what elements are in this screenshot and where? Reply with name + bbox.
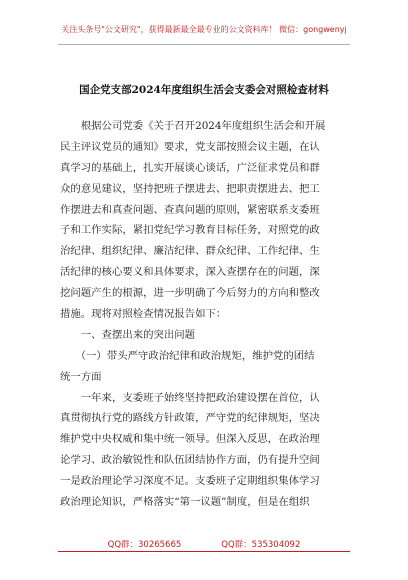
body-line: 一是政治理论学习深度不足。支委班子定期组织集体学习 [60,475,320,488]
body-line: 子和工作实际，紧扣党纪学习教育目标任务，对照党的政 [60,224,320,237]
footer-divider [58,551,350,552]
body-line: 政治理论知识，严格落实“第一议题”制度，但是在组织 [60,496,310,509]
body-line: 根据公司党委《关于召开2024年度组织生活会和开展 [60,120,326,132]
body-line: 论学习、政治敏锐性和队伍团结协作方面，仍有提升空间 [60,454,320,467]
footer-qq-group-2: QQ群：535304092 [221,540,301,550]
page-header: 关注头条号"公文研究"，获得最新最全最专业的公文资料库！ 微信：gongwenyj [61,25,347,34]
body-line: 真贯彻执行党的路线方针政策，严守党的纪律规矩，坚决 [60,412,320,425]
body-line: 众的意见建议，坚持把班子摆进去、把职责摆进去、把工 [60,182,320,195]
document-title: 国企党支部2024年度组织生活会支委会对照检查材料 [79,84,329,96]
header-divider [58,44,350,45]
section-heading: 一、查摆出来的突出问题 [60,328,196,341]
page-footer [0,538,408,550]
body-line: 挖问题产生的根源，进一步明确了今后努力的方向和整改 [60,287,320,300]
body-line: 民主评议党员的通知》要求，党支部按照会议主题，在认 [60,140,320,153]
subsection-heading-cont: 统一方面 [60,370,102,383]
subsection-heading: （一）带头严守政治纪律和政治规矩，维护党的团结 [60,349,315,362]
body-line: 措施。现将对照检查情况报告如下： [60,308,227,321]
body-line: 真学习的基础上，扎实开展谈心谈话，广泛征求党员和群 [60,161,320,174]
body-line: 维护党中央权威和集中统一领导。但深入反思，在政治理 [60,433,320,446]
body-line: 作摆进去和真查问题、查真问题的原则，紧密联系支委班 [60,203,320,216]
footer-qq-group-1: QQ群：30265665 [107,540,182,550]
body-line: 一年来，支委班子始终坚持把政治建设摆在首位，认 [60,391,320,404]
document-body [60,116,350,513]
body-line: 治纪律、组织纪律、廉洁纪律、群众纪律、工作纪律、生 [60,245,320,258]
body-line: 活纪律的核心要义和具体要求，深入查摆存在的问题，深 [60,266,320,279]
